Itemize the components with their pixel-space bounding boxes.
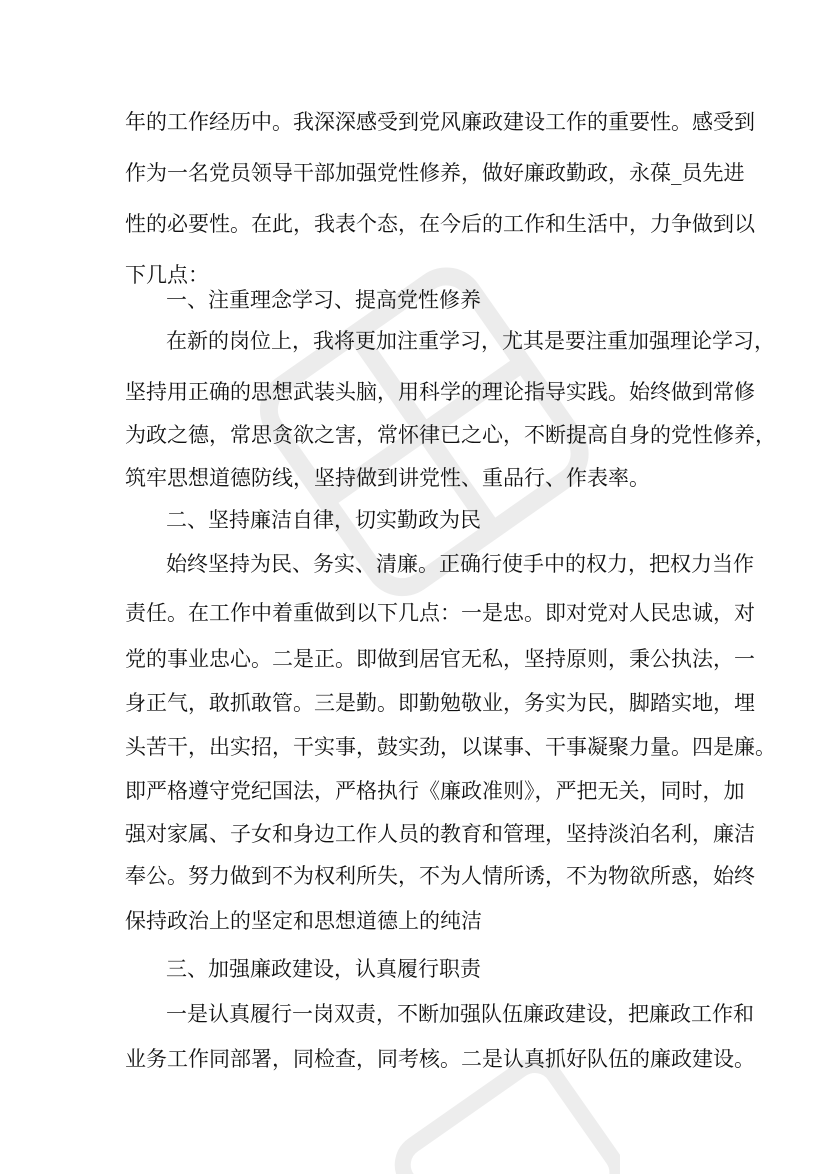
text-line: 年的工作经历中。我深深感受到党风廉政建设工作的重要性。感受到 bbox=[125, 110, 755, 134]
text-line: 责任。在工作中着重做到以下几点：一是忠。即对党对人民忠诚，对 bbox=[125, 601, 755, 625]
text-line: 身正气，敢抓敢管。三是勤。即勤勉敬业，务实为民，脚踏实地，埋 bbox=[125, 691, 755, 715]
text-line: 党的事业忠心。二是正。即做到居官无私，坚持原则，秉公执法，一 bbox=[125, 647, 755, 671]
section-heading: 二、坚持廉洁自律，切实勤政为民 bbox=[166, 508, 481, 532]
text-line: 奉公。努力做到不为权利所失，不为人情所诱，不为物欲所惑，始终 bbox=[125, 864, 755, 888]
text-line: 坚持用正确的思想武装头脑，用科学的理论指导实践。始终做到常修 bbox=[125, 380, 755, 404]
section-heading: 三、加强廉政建设，认真履行职责 bbox=[166, 957, 481, 981]
section-heading: 一、注重理念学习、提高党性修养 bbox=[166, 288, 481, 312]
text-line: 即严格遵守党纪国法，严格执行《廉政准则》，严把无关，同时，加 bbox=[125, 779, 745, 803]
text-line: 强对家属、子女和身边工作人员的教育和管理，坚持淡泊名利，廉洁 bbox=[125, 822, 755, 846]
text-line: 筑牢思想道德防线，坚持做到讲党性、重品行、作表率。 bbox=[125, 466, 650, 490]
text-line: 作为一名党员领导干部加强党性修养，做好廉政勤政，永葆_员先进 bbox=[125, 161, 745, 185]
paragraph-first-line: 一是认真履行一岗双责，不断加强队伍廉政建设，把廉政工作和 bbox=[166, 1002, 754, 1026]
text-line: 业务工作同部署，同检查，同考核。二是认真抓好队伍的廉政建设。 bbox=[125, 1047, 755, 1071]
text-line: 保持政治上的坚定和思想道德上的纯洁 bbox=[125, 909, 482, 933]
paragraph-first-line: 在新的岗位上，我将更加注重学习，尤其是要注重加强理论学习， bbox=[166, 329, 775, 353]
paragraph-first-line: 始终坚持为民、务实、清廉。正确行使手中的权力，把权力当作 bbox=[166, 552, 754, 576]
text-line: 性的必要性。在此，我表个态，在今后的工作和生活中，力争做到以 bbox=[125, 212, 755, 236]
text-line: 为政之德，常思贪欲之害，常怀律已之心，不断提高自身的党性修养， bbox=[125, 423, 776, 447]
text-line: 头苦干，出实招，干实事，鼓实劲，以谋事、干事凝聚力量。四是廉。 bbox=[125, 735, 776, 759]
text-line: 下几点： bbox=[125, 263, 209, 287]
